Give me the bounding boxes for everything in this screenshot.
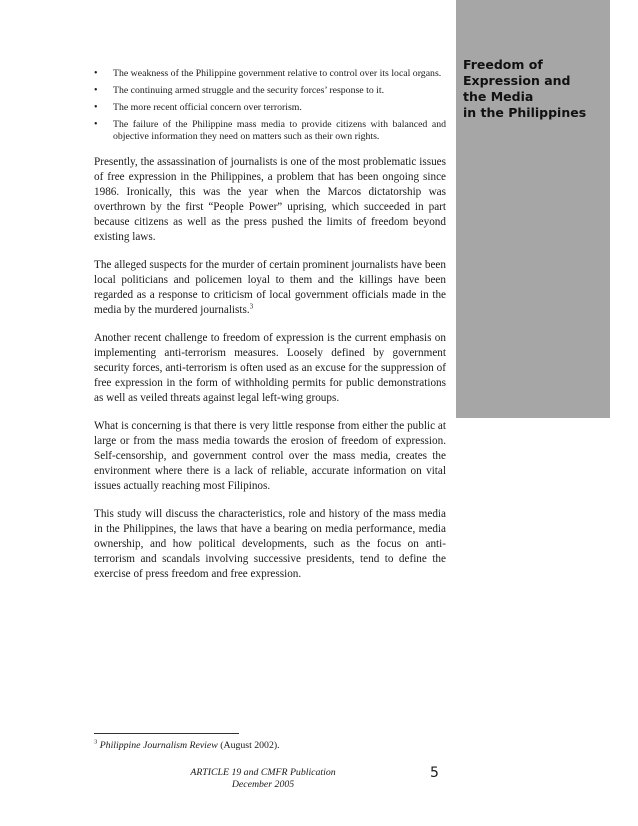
- footnote-date: (August 2002).: [217, 740, 280, 751]
- sidebar-title-line: Freedom of: [463, 57, 543, 72]
- footer-publication: ARTICLE 19 and CMFR Publication: [190, 767, 336, 778]
- footnote-divider: [94, 733, 239, 734]
- main-text: [94, 68, 446, 595]
- paragraph-concern: What is concerning is that there is very little response from either the public at large or from the mass media towards the erosion of freedom of expression. Self-censorship, and government control over the mass media, creates the environment where there is a lack of reliable, accurate information on vital issues actually reaching most Filipinos.: [94, 420, 446, 492]
- bullet-icon: •: [94, 68, 98, 79]
- sidebar-title-line: Expression and: [463, 73, 571, 88]
- list-item-text: The weakness of the Philippine government relative to control over its local organs.: [113, 68, 442, 79]
- paragraph-study-scope: This study will discuss the characteristics, role and history of the mass media in the Philippines, the laws that have a bearing on media performance, media ownership, and how political developments, such as the focus on anti-terrorism and scandals involving successive presidents, tend to define the exercise of press freedom and free expression.: [94, 508, 446, 580]
- paragraph-assassinations: Presently, the assassination of journalists is one of the most problematic issues of free expression in the Philippines, a problem that has been ongoing since 1986. Ironically, this was the year when the Marcos dictatorship was overthrown by the first “People Power” uprising, which succeeded in part because citizens as well as the press pushed the limits of freedom beyond existing laws.: [94, 156, 446, 243]
- bullet-icon: •: [94, 119, 98, 130]
- list-item: [94, 102, 446, 114]
- paragraph-anti-terrorism: Another recent challenge to freedom of expression is the current emphasis on implementing anti-terrorism measures. Loosely defined by government security forces, anti-terrorism is often used as an excuse for the suppression of free expression in the form of withholding permits for public demonstrations as well as veiled threats against legal left-wing groups.: [94, 332, 446, 404]
- footer-date: December 2005: [231, 779, 295, 790]
- footnote-reference[interactable]: 3: [249, 302, 254, 311]
- list-item: [94, 85, 446, 97]
- sidebar-title-line: the Media: [463, 89, 534, 104]
- bullet-list: [94, 68, 446, 143]
- list-item: [94, 119, 446, 143]
- footnote: [94, 740, 280, 752]
- footnote-source: Philippine Journalism Review: [99, 740, 218, 751]
- bullet-icon: •: [94, 102, 98, 113]
- paragraph-suspects: [94, 258, 446, 318]
- sidebar-title-line: in the Philippines: [463, 105, 587, 120]
- list-item: [94, 68, 446, 80]
- list-item-text: The failure of the Philippine mass media to provide citizens with balanced and objective information they need on matters such as their own rights.: [113, 119, 446, 142]
- page-number: 5: [430, 765, 439, 781]
- page-footer: [178, 767, 348, 791]
- bullet-icon: •: [94, 85, 98, 96]
- list-item-text: The more recent official concern over terrorism.: [113, 102, 302, 113]
- footnote-number: 3: [94, 738, 98, 746]
- list-item-text: The continuing armed struggle and the security forces’ response to it.: [113, 85, 385, 96]
- paragraph-suspects-text: The alleged suspects for the murder of certain prominent journalists have been local politicians and policemen loyal to them and the killings have been regarded as a response to criticism of local government officials made in the media by the murdered journalists.: [94, 259, 446, 316]
- sidebar-title: [463, 57, 603, 121]
